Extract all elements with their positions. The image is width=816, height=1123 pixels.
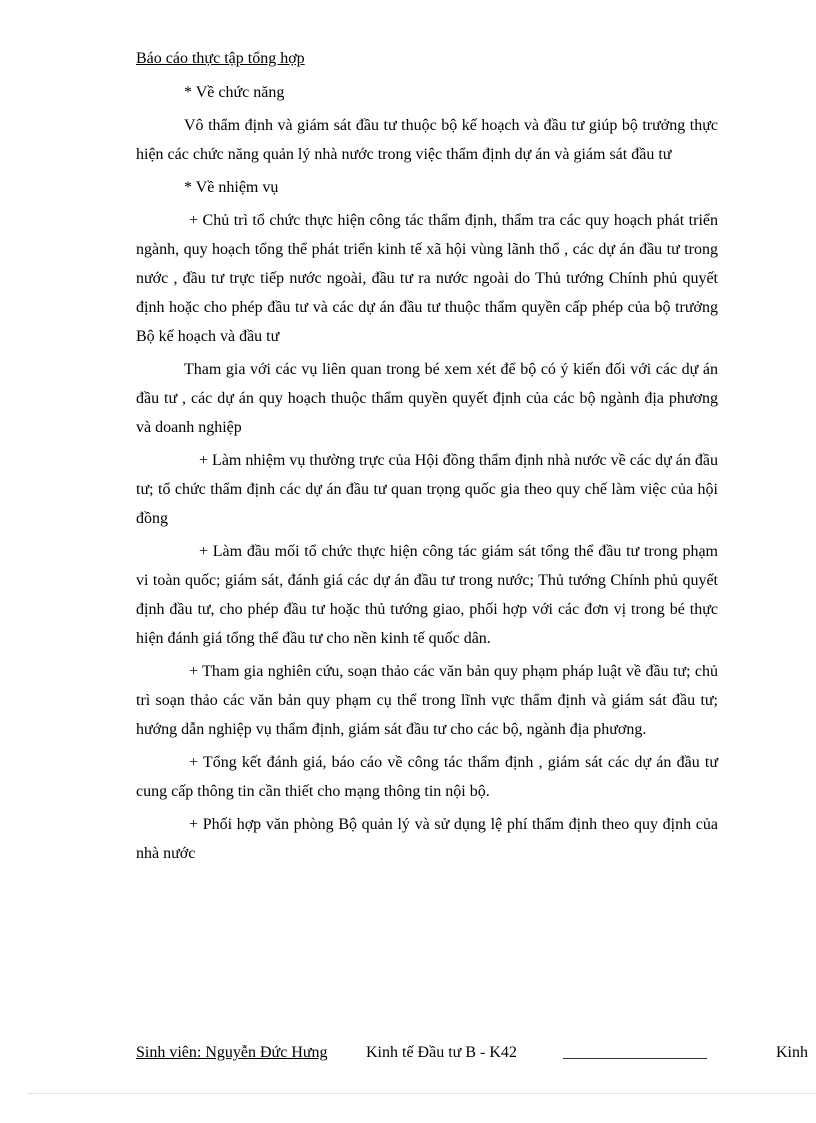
section-heading-functions: * Về chức năng: [184, 84, 285, 101]
paragraph: Vô thẩm định và giám sát đầu tư thuộc bộ kế hoạch và đầu tư giúp bộ trưởng thực hiện các chức năng quản lý nhà nước trong việc thẩm định dự án và giám sát đầu tư: [136, 117, 718, 163]
page-footer: [136, 1044, 816, 1070]
paragraph: + Làm nhiệm vụ thường trực của Hội đồng thẩm định nhà nước về các dự án đầu tư; tổ chức thẩm định các dự án đầu tư quan trọng quốc gia theo quy chế làm việc của hội đồng: [136, 452, 718, 527]
paragraph: + Chủ trì tổ chức thực hiện công tác thẩm định, thẩm tra các quy hoạch phát triển ngành, quy hoạch tổng thể phát triển kinh tế xã hội vùng lãnh thổ , các dự án đầu tư trong nước , đầu tư trực tiếp nước ngoài, đầu tư ra nước ngoài do Thủ tướng Chính phủ quyết định hoặc cho phép đầu tư và các dự án đầu tư thuộc thẩm quyền cấp phép của bộ trưởng Bộ kế hoạch và đầu tư: [136, 212, 718, 345]
body-text: [136, 78, 718, 872]
footer-class: Kinh tế Đầu tư B - K42: [366, 1044, 517, 1061]
paragraph: Tham gia với các vụ liên quan trong bé xem xét để bộ có ý kiến đối với các dự án đầu tư , các dự án quy hoạch thuộc thẩm quyền quyết định của các bộ ngành địa phương và doanh nghiệp: [136, 361, 718, 436]
section-heading-duties: * Về nhiệm vụ: [184, 179, 279, 196]
paragraph: + Tổng kết đánh giá, báo cáo về công tác thẩm định , giám sát các dự án đầu tư cung cấp thông tin cần thiết cho mạng thông tin nội bộ.: [136, 754, 718, 800]
footer-truncated-text: Kinh: [776, 1044, 808, 1061]
paragraph: + Tham gia nghiên cứu, soạn thảo các văn bản quy phạm pháp luật về đầu tư; chủ trì soạn thảo các văn bản quy phạm cụ thể trong lĩnh vực thẩm định và giám sát đầu tư; hướng dẫn nghiệp vụ thẩm định, giám sát đầu tư cho các bộ, ngành địa phương.: [136, 663, 718, 738]
page-bottom-divider: [28, 1093, 816, 1094]
footer-rule: __________________: [563, 1044, 707, 1061]
paragraph: + Phối hợp văn phòng Bộ quản lý và sử dụng lệ phí thẩm định theo quy định của nhà nước: [136, 816, 718, 862]
paragraph: + Làm đầu mối tổ chức thực hiện công tác giám sát tổng thể đầu tư trong phạm vi toàn quốc; giám sát, đánh giá các dự án đầu tư trong nước; Thủ tướng Chính phủ quyết định đầu tư, cho phép đầu tư hoặc thủ tướng giao, phối hợp với các đơn vị trong bé thực hiện đánh giá tổng thể đầu tư cho nền kinh tế quốc dân.: [136, 543, 718, 647]
footer-student: Sinh viên: Nguyễn Đức Hưng: [136, 1044, 328, 1061]
running-header: Báo cáo thực tập tổng hợp: [136, 50, 305, 67]
